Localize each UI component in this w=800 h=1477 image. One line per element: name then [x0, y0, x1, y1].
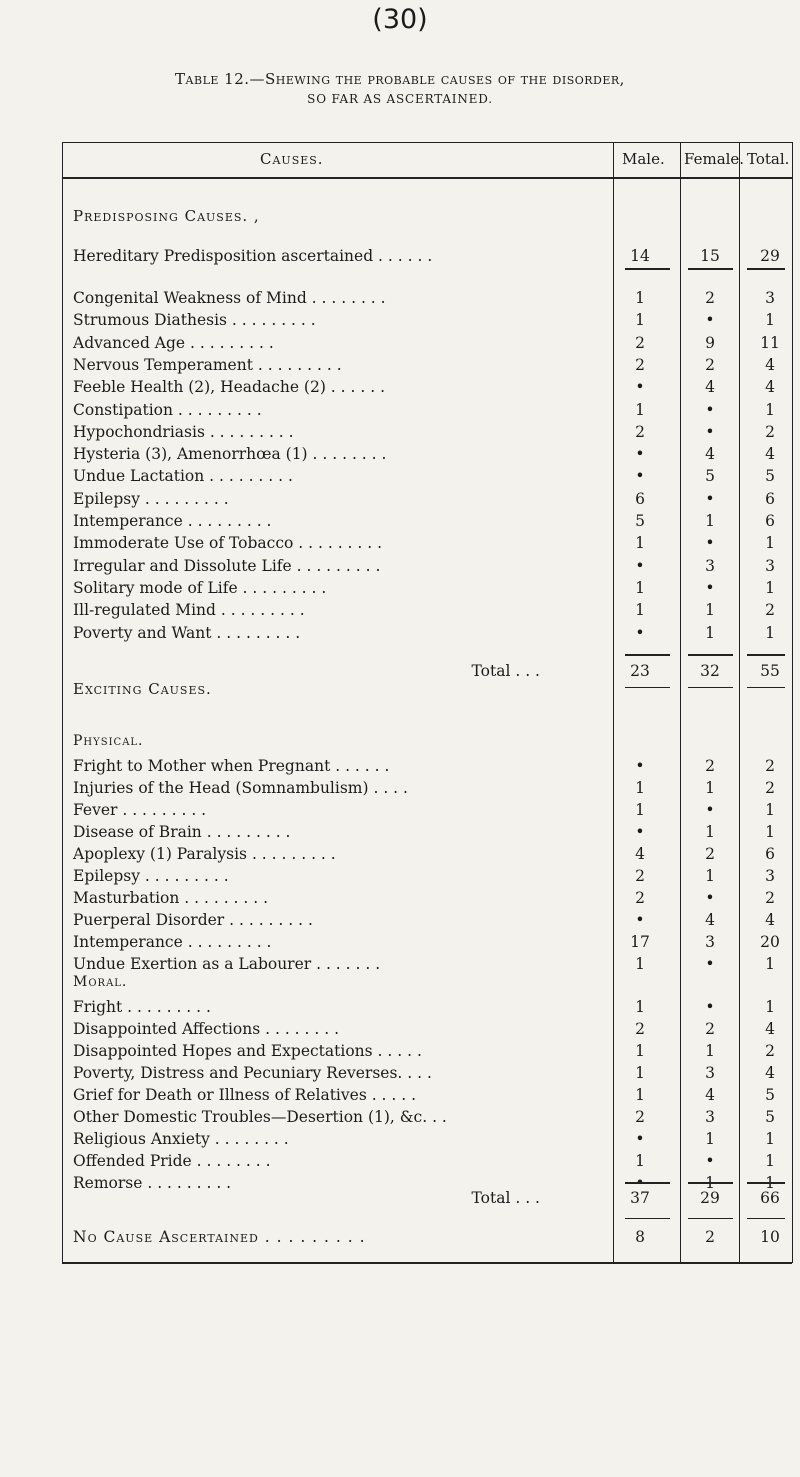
table-row	[0, 557, 800, 577]
table-row	[0, 933, 800, 953]
female-value: •	[705, 801, 715, 819]
table-row	[0, 801, 800, 821]
row-label: Irregular and Dissolute Life . . . . . . . . .	[73, 556, 381, 575]
female-value: 1	[705, 512, 715, 530]
table-row	[0, 534, 800, 554]
table-row	[0, 1042, 800, 1062]
predisposing-total-bottom-rule	[747, 687, 785, 688]
section-predisposing: Predisposing Causes. ,	[73, 207, 260, 225]
table-row	[0, 889, 800, 909]
total-value: 55	[760, 662, 780, 680]
male-value: 37	[630, 1189, 650, 1207]
table-row	[0, 467, 800, 487]
row-label: Disease of Brain . . . . . . . . .	[73, 823, 291, 841]
female-value: 1	[705, 1130, 715, 1148]
exciting-total-rule	[747, 1182, 785, 1184]
total-value: 1	[765, 1130, 775, 1148]
male-value: 1	[635, 289, 645, 307]
table-row	[0, 490, 800, 510]
male-value: 1	[635, 601, 645, 620]
male-value: •	[635, 467, 645, 486]
table-row	[0, 289, 800, 309]
row-label: Poverty and Want . . . . . . . . .	[73, 623, 301, 642]
total-value: 2	[765, 779, 775, 797]
female-value: 2	[705, 355, 715, 374]
table-row	[0, 423, 800, 443]
male-value: 2	[635, 333, 645, 352]
female-value: 15	[700, 247, 720, 265]
no-cause-top-rule	[625, 1218, 670, 1219]
total-value: 4	[765, 1064, 775, 1082]
row-label: Remorse . . . . . . . . .	[73, 1174, 232, 1192]
table-row	[0, 356, 800, 376]
male-value: •	[635, 1130, 645, 1148]
row-label: Undue Lactation . . . . . . . . .	[73, 467, 293, 486]
row-label: Congenital Weakness of Mind . . . . . . . .	[73, 289, 386, 307]
female-value: 9	[705, 333, 715, 352]
male-value: 1	[635, 998, 645, 1016]
row-label: Other Domestic Troubles—Desertion (1), &c. . .	[73, 1108, 447, 1126]
table-row	[0, 1064, 800, 1084]
female-value: 1	[705, 601, 715, 620]
male-value: •	[635, 445, 645, 464]
table-row	[0, 401, 800, 421]
table-row	[0, 1108, 800, 1128]
male-value: 2	[635, 867, 645, 885]
exciting-total-rule	[688, 1182, 733, 1184]
male-value: •	[635, 823, 645, 841]
total-value: 6	[765, 512, 775, 530]
predisposing-total-rule	[688, 654, 733, 656]
row-label: Intemperance . . . . . . . . .	[73, 933, 272, 951]
total-value: 2	[765, 1042, 775, 1060]
total-value: 1	[765, 311, 775, 330]
row-label: Epilepsy . . . . . . . . .	[73, 489, 229, 508]
male-value: •	[635, 378, 645, 397]
table-row	[0, 779, 800, 799]
table-row	[0, 601, 800, 621]
male-value: 2	[635, 422, 645, 441]
table-row	[0, 247, 800, 267]
row-label: Hereditary Predisposition ascertained . . . . . .	[73, 247, 433, 265]
row-label: Disappointed Hopes and Expectations . . . . .	[73, 1042, 422, 1060]
female-value: 2	[705, 1020, 715, 1038]
table-row	[0, 955, 800, 975]
male-value: 1	[635, 400, 645, 419]
male-value: 5	[635, 512, 645, 530]
table-row	[0, 1086, 800, 1106]
table-row	[0, 1130, 800, 1150]
subsection-moral: Moral.	[73, 974, 128, 990]
male-value: 2	[635, 1020, 645, 1038]
row-label: Fever . . . . . . . . .	[73, 801, 207, 819]
exciting-total-row	[0, 1189, 800, 1209]
row-label: Grief for Death or Illness of Relatives . . . . .	[73, 1086, 417, 1104]
predisposing-total-bottom-rule	[688, 687, 733, 688]
header-causes: Causes.	[260, 150, 324, 168]
female-value: 4	[705, 1086, 715, 1104]
row-label: Poverty, Distress and Pecuniary Reverses. . . .	[73, 1064, 432, 1082]
male-value: •	[635, 911, 645, 929]
female-value: 4	[705, 445, 715, 464]
table-row	[0, 334, 800, 354]
female-value: 1	[705, 779, 715, 797]
total-value: 4	[765, 445, 775, 464]
table-row	[0, 823, 800, 843]
total-value: 4	[765, 355, 775, 374]
male-value: 4	[635, 845, 645, 863]
total-value: 6	[765, 489, 775, 508]
female-value: 1	[705, 823, 715, 841]
female-value: 2	[705, 289, 715, 307]
row-label: Undue Exertion as a Labourer . . . . . . .	[73, 955, 381, 973]
total-value: 1	[765, 801, 775, 819]
table-row	[0, 579, 800, 599]
female-value: 1	[705, 867, 715, 885]
female-value: 4	[705, 378, 715, 397]
female-value: 32	[700, 662, 720, 680]
table-row	[0, 867, 800, 887]
header-female: Female.	[684, 150, 745, 168]
header-male: Male.	[622, 150, 665, 168]
row-label: Hysteria (3), Amenorrhœa (1) . . . . . . . .	[73, 445, 387, 464]
male-value: 1	[635, 1152, 645, 1170]
page-number: (30)	[372, 4, 428, 35]
no-cause-top-rule	[747, 1218, 785, 1219]
table-row	[0, 1152, 800, 1172]
female-value: •	[705, 311, 715, 330]
no-cause-row	[0, 1228, 800, 1248]
male-value: 2	[635, 1108, 645, 1126]
row-label: Ill-regulated Mind . . . . . . . . .	[73, 601, 305, 620]
total-value: 1	[765, 534, 775, 553]
male-value: 8	[635, 1228, 645, 1246]
section-exciting: Exciting Causes.	[73, 680, 212, 698]
predisposing-total-bottom-rule	[625, 687, 670, 688]
total-value: 1	[765, 998, 775, 1016]
row-label: Immoderate Use of Tobacco . . . . . . . . .	[73, 534, 383, 553]
total-value: 6	[765, 845, 775, 863]
table-row	[0, 445, 800, 465]
hereditary-rule	[625, 268, 670, 270]
female-value: 2	[705, 1228, 715, 1246]
total-value: 3	[765, 867, 775, 885]
header-total: Total.	[747, 150, 790, 168]
row-label: Offended Pride . . . . . . . .	[73, 1152, 271, 1170]
female-value: •	[705, 534, 715, 553]
total-value: 1	[765, 823, 775, 841]
total-value: 1	[765, 400, 775, 419]
female-value: •	[705, 955, 715, 973]
row-label: Constipation . . . . . . . . .	[73, 400, 262, 419]
table-top-rule	[62, 142, 792, 143]
header-bottom-rule	[62, 177, 792, 179]
total-value: 2	[765, 422, 775, 441]
total-value: 1	[765, 1152, 775, 1170]
female-value: 4	[705, 911, 715, 929]
male-value: 14	[630, 247, 650, 265]
predisposing-total-row	[0, 662, 800, 682]
female-value: 1	[705, 623, 715, 642]
female-value: •	[705, 489, 715, 508]
female-value: 2	[705, 757, 715, 775]
exciting-total-rule	[625, 1182, 670, 1184]
male-value: 23	[630, 662, 650, 680]
row-label: Hypochondriasis . . . . . . . . .	[73, 422, 294, 441]
row-label: Injuries of the Head (Somnambulism) . . . .	[73, 779, 408, 797]
total-value: 1	[765, 578, 775, 597]
table-title: Table 12.—Shewing the probable causes of the disorder,	[175, 70, 625, 88]
male-value: 6	[635, 489, 645, 508]
total-value: 4	[765, 911, 775, 929]
total-value: 2	[765, 889, 775, 907]
male-value: 1	[635, 779, 645, 797]
table-row	[0, 378, 800, 398]
total-value: 66	[760, 1189, 780, 1207]
total-value: 4	[765, 1020, 775, 1038]
row-label: Strumous Diathesis . . . . . . . . .	[73, 311, 316, 330]
male-value: 1	[635, 1064, 645, 1082]
predisposing-total-rule	[625, 654, 670, 656]
male-value: 1	[635, 311, 645, 330]
row-label: Masturbation . . . . . . . . .	[73, 889, 269, 907]
female-value: •	[705, 400, 715, 419]
total-label: Total . . .	[471, 662, 540, 680]
row-label: Religious Anxiety . . . . . . . .	[73, 1130, 289, 1148]
female-value: 3	[705, 933, 715, 951]
female-value: •	[705, 578, 715, 597]
row-label: Fright to Mother when Pregnant . . . . . .	[73, 757, 390, 775]
male-value: •	[635, 556, 645, 575]
female-value: •	[705, 889, 715, 907]
hereditary-rule	[747, 268, 785, 270]
male-value: 1	[635, 1042, 645, 1060]
female-value: 3	[705, 556, 715, 575]
subsection-physical: Physical.	[73, 733, 144, 749]
table-row	[0, 998, 800, 1018]
total-value: 3	[765, 289, 775, 307]
male-value: 1	[635, 955, 645, 973]
total-value: 3	[765, 556, 775, 575]
female-value: 1	[705, 1042, 715, 1060]
male-value: •	[635, 757, 645, 775]
total-value: 11	[760, 333, 780, 352]
no-cause-top-rule	[688, 1218, 733, 1219]
row-label: Nervous Temperament . . . . . . . . .	[73, 355, 342, 374]
total-value: 2	[765, 601, 775, 620]
row-label: No Cause Ascertained . . . . . . . . .	[73, 1228, 366, 1246]
male-value: 1	[635, 578, 645, 597]
female-value: 2	[705, 845, 715, 863]
total-value: 4	[765, 378, 775, 397]
row-label: Advanced Age . . . . . . . . .	[73, 333, 274, 352]
row-label: Feeble Health (2), Headache (2) . . . . . .	[73, 378, 386, 397]
total-value: 1	[765, 955, 775, 973]
total-label: Total . . .	[471, 1189, 540, 1207]
row-label: Puerperal Disorder . . . . . . . . .	[73, 911, 313, 929]
table-row	[0, 624, 800, 644]
predisposing-total-rule	[747, 654, 785, 656]
male-value: •	[635, 623, 645, 642]
table-row	[0, 757, 800, 777]
row-label: Solitary mode of Life . . . . . . . . .	[73, 578, 327, 597]
total-value: 5	[765, 1086, 775, 1104]
total-value: 1	[765, 623, 775, 642]
row-label: Apoplexy (1) Paralysis . . . . . . . . .	[73, 845, 336, 863]
row-label: Intemperance . . . . . . . . .	[73, 512, 272, 530]
row-label: Fright . . . . . . . . .	[73, 998, 211, 1016]
total-value: 29	[760, 247, 780, 265]
male-value: 1	[635, 534, 645, 553]
male-value: 2	[635, 355, 645, 374]
table-row	[0, 1020, 800, 1040]
female-value: •	[705, 998, 715, 1016]
female-value: 3	[705, 1064, 715, 1082]
hereditary-rule	[688, 268, 733, 270]
table-row	[0, 512, 800, 532]
row-label: Disappointed Affections . . . . . . . .	[73, 1020, 340, 1038]
male-value: 17	[630, 933, 650, 951]
female-value: •	[705, 1152, 715, 1170]
table-bottom-rule	[62, 1262, 792, 1264]
male-value: 1	[635, 1086, 645, 1104]
table-row	[0, 311, 800, 331]
female-value: •	[705, 422, 715, 441]
table-row	[0, 845, 800, 865]
female-value: 5	[705, 467, 715, 486]
total-value: 5	[765, 1108, 775, 1126]
total-value: 10	[760, 1228, 780, 1246]
row-label: Epilepsy . . . . . . . . .	[73, 867, 229, 885]
female-value: 3	[705, 1108, 715, 1126]
total-value: 20	[760, 933, 780, 951]
table-row	[0, 911, 800, 931]
female-value: 29	[700, 1189, 720, 1207]
male-value: 1	[635, 801, 645, 819]
total-value: 2	[765, 757, 775, 775]
total-value: 5	[765, 467, 775, 486]
table-subtitle: SO FAR AS ASCERTAINED.	[307, 92, 493, 106]
male-value: 2	[635, 889, 645, 907]
